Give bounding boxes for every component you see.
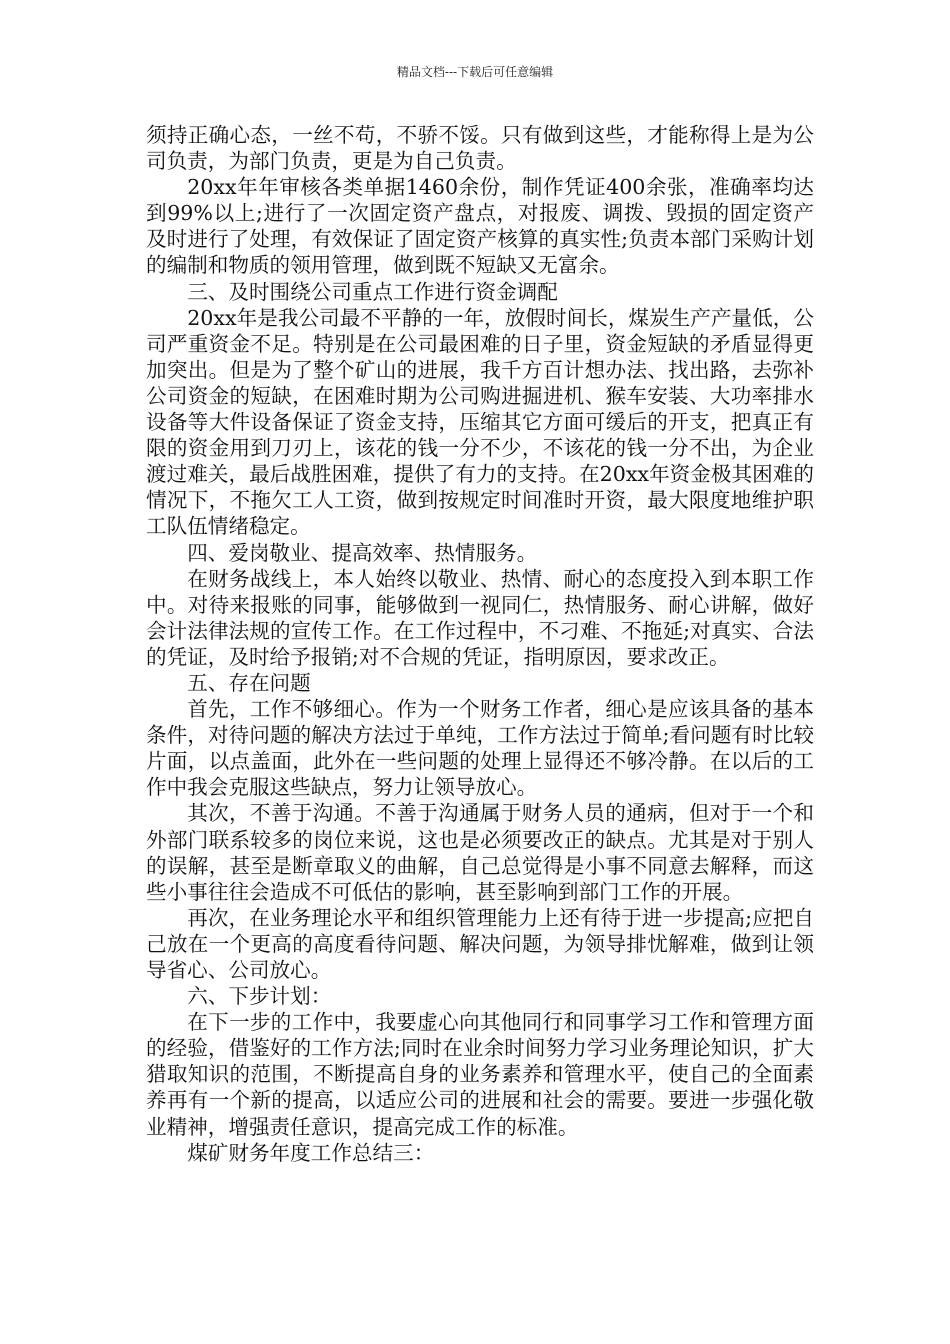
paragraph-problem-1: 首先，工作不够细心。作为一个财务工作者，细心是应该具备的基本条件，对待问题的解决方法过于单纯，工作方法过于简单;看问题有时比较片面，以点盖面，此外在一些问题的处理上显得还不够冷静。在以后的工作中我会克服这些缺点，努力让领导放心。 [146, 697, 814, 800]
paragraph-continuation: 须持正确心态，一丝不苟，不骄不馁。只有做到这些，才能称得上是为公司负责，为部门负责，更是为自己负责。 [146, 123, 814, 174]
paragraph-funding: 20xx年是我公司最不平静的一年，放假时间长，煤炭生产产量低，公司严重资金不足。特别是在公司最困难的日子里，资金短缺的矛盾显得更加突出。但是为了整个矿山的进展，我千方百计想办法、找出路，去弥补公司资金的短缺，在困难时期为公司购进掘进机、猴车安装、大功率排水设备等大件设备保证了资金支持，压缩其它方面可缓后的开支，把真正有限的资金用到刀刃上，该花的钱一分不少，不该花的钱一分不出，为企业渡过难关，最后战胜困难，提供了有力的支持。在20xx年资金极其困难的情况下，不拖欠工人工资，做到按规定时间准时开资，最大限度地维护职工队伍情绪稳定。 [146, 305, 814, 539]
paragraph-plan: 在下一步的工作中，我要虚心向其他同行和同事学习工作和管理方面的经验，借鉴好的工作方法;同时在业余时间努力学习业务理论知识，扩大猎取知识的范围，不断提高自身的业务素养和管理水平，使自己的全面素养再有一个新的提高，以适应公司的进展和社会的需要。要进一步强化敬业精神，增强责任意识，提高完成工作的标准。 [146, 1010, 814, 1139]
section-heading-summary-3: 煤矿财务年度工作总结三： [187, 1140, 435, 1165]
paragraph-audit-summary: 20xx年年审核各类单据1460余份，制作凭证400余张，准确率均达到99%以上;进行了一次固定资产盘点，对报废、调拨、毁损的固定资产及时进行了处理，有效保证了固定资产核算的真实性;负责本部门采购计划的编制和物质的领用管理，做到既不短缺又无富余。 [146, 175, 814, 278]
section-heading-4: 四、爱岗敬业、提高效率、热情服务。 [187, 540, 538, 565]
document-body [146, 122, 814, 1166]
paragraph-problem-3: 再次，在业务理论水平和组织管理能力上还有待于进一步提高;应把自己放在一个更高的高度看待问题、解决问题，为领导排忧解难，做到让领导省心、公司放心。 [146, 905, 814, 982]
section-heading-3: 三、及时围绕公司重点工作进行资金调配 [187, 279, 558, 304]
paragraph-service: 在财务战线上，本人始终以敬业、热情、耐心的态度投入到本职工作中。对待来报账的同事，能够做到一视同仁，热情服务、耐心讲解，做好会计法律法规的宣传工作。在工作过程中，不刁难、不拖延;对真实、合法的凭证，及时给予报销;对不合规的凭证，指明原因，要求改正。 [146, 566, 814, 669]
section-heading-5: 五、存在问题 [187, 670, 311, 695]
section-heading-6: 六、下步计划： [187, 984, 332, 1009]
paragraph-problem-2: 其次，不善于沟通。不善于沟通属于财务人员的通病，但对于一个和外部门联系较多的岗位来说，这也是必须要改正的缺点。尤其是对于别人的误解，甚至是断章取义的曲解，自己总觉得是小事不同意去解释，而这些小事往往会造成不可低估的影响，甚至影响到部门工作的开展。 [146, 801, 814, 904]
page-header: 精品文档---下载后可任意编辑 [396, 65, 554, 79]
